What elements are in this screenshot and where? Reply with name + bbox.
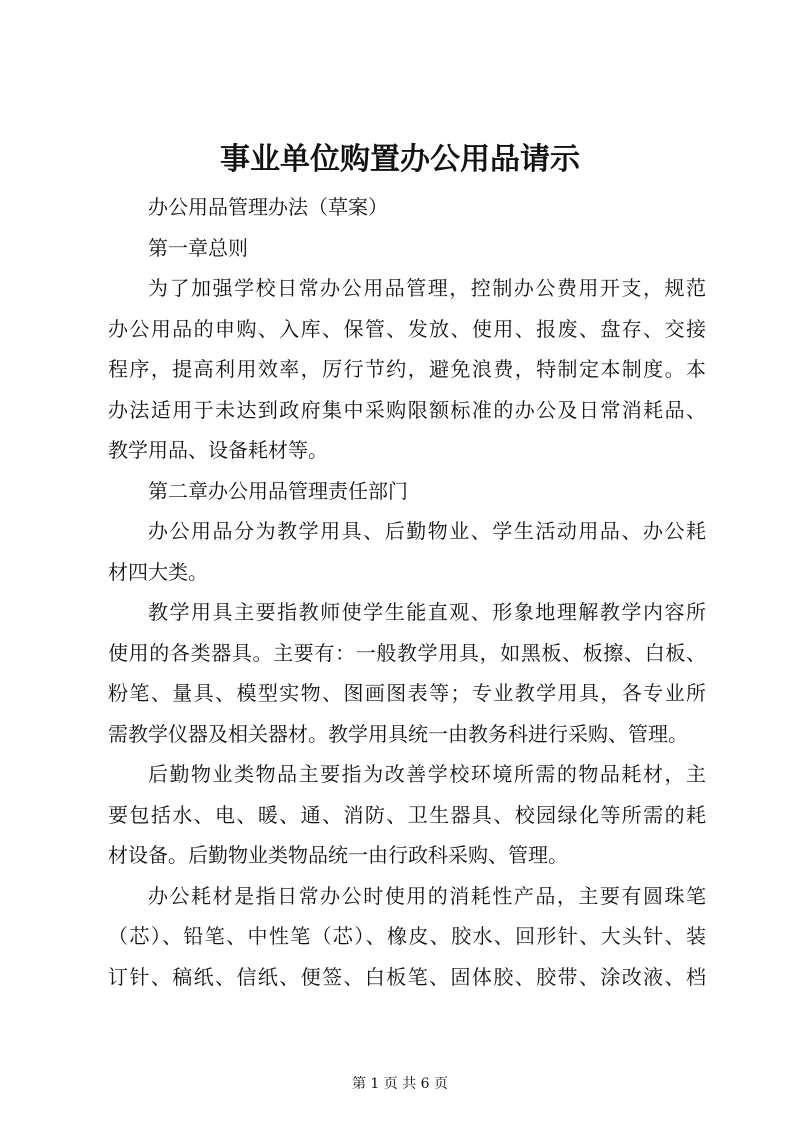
- text-line: 教学用品、设备耗材等。: [108, 438, 328, 462]
- document-body: [108, 187, 706, 997]
- paragraph: [108, 876, 706, 998]
- text-line: 为了加强学校日常办公用品管理，控制办公费用开支，规范: [148, 276, 706, 300]
- page-number: 第 1 页 共 6 页: [351, 1076, 449, 1092]
- text-line: 要包括水、电、暖、通、消防、卫生器具、校园绿化等所需的耗: [108, 802, 706, 827]
- text-line: 材四大类。: [108, 559, 208, 584]
- paragraph: [108, 187, 706, 228]
- text-line: 第一章总则: [148, 235, 248, 260]
- paragraph: [108, 592, 706, 754]
- paragraph: [108, 754, 706, 876]
- text-line: 办公用品管理办法（草案）: [148, 195, 388, 219]
- text-line: 粉笔、量具、模型实物、图画图表等；专业教学用具，各专业所: [108, 681, 706, 705]
- text-line: 程序，提高利用效率，厉行节约，避免浪费，特制定本制度。本: [108, 357, 706, 381]
- document-title: 事业单位购置办公用品请示: [220, 142, 580, 177]
- text-line: 使用的各类器具。主要有：一般教学用具，如黑板、板擦、白板、: [108, 640, 706, 665]
- text-line: （芯）、铅笔、中性笔（芯）、橡皮、胶水、回形针、大头针、装: [108, 924, 706, 948]
- text-line: 订针、稿纸、信纸、便签、白板笔、固体胶、胶带、涂改液、档: [108, 964, 706, 989]
- text-line: 办公用品的申购、入库、保管、发放、使用、报废、盘存、交接: [108, 316, 706, 341]
- text-line: 办公用品分为教学用具、后勤物业、学生活动用品、办公耗: [148, 519, 706, 543]
- text-line: 办法适用于未达到政府集中采购限额标准的办公及日常消耗品、: [108, 397, 706, 422]
- text-line: 后勤物业类物品主要指为改善学校环境所需的物品耗材，主: [148, 762, 706, 786]
- paragraph: [108, 228, 706, 269]
- text-line: 办公耗材是指日常办公时使用的消耗性产品，主要有圆珠笔: [148, 883, 706, 908]
- text-line: 第二章办公用品管理责任部门: [148, 478, 408, 503]
- paragraph: [108, 511, 706, 592]
- paragraph: [108, 268, 706, 471]
- paragraph: [108, 471, 706, 512]
- text-line: 需教学仪器及相关器材。教学用具统一由教务科进行采购、管理。: [108, 721, 688, 746]
- text-line: 教学用具主要指教师使学生能直观、形象地理解教学内容所: [148, 600, 706, 624]
- text-line: 材设备。后勤物业类物品统一由行政科采购、管理。: [108, 843, 568, 867]
